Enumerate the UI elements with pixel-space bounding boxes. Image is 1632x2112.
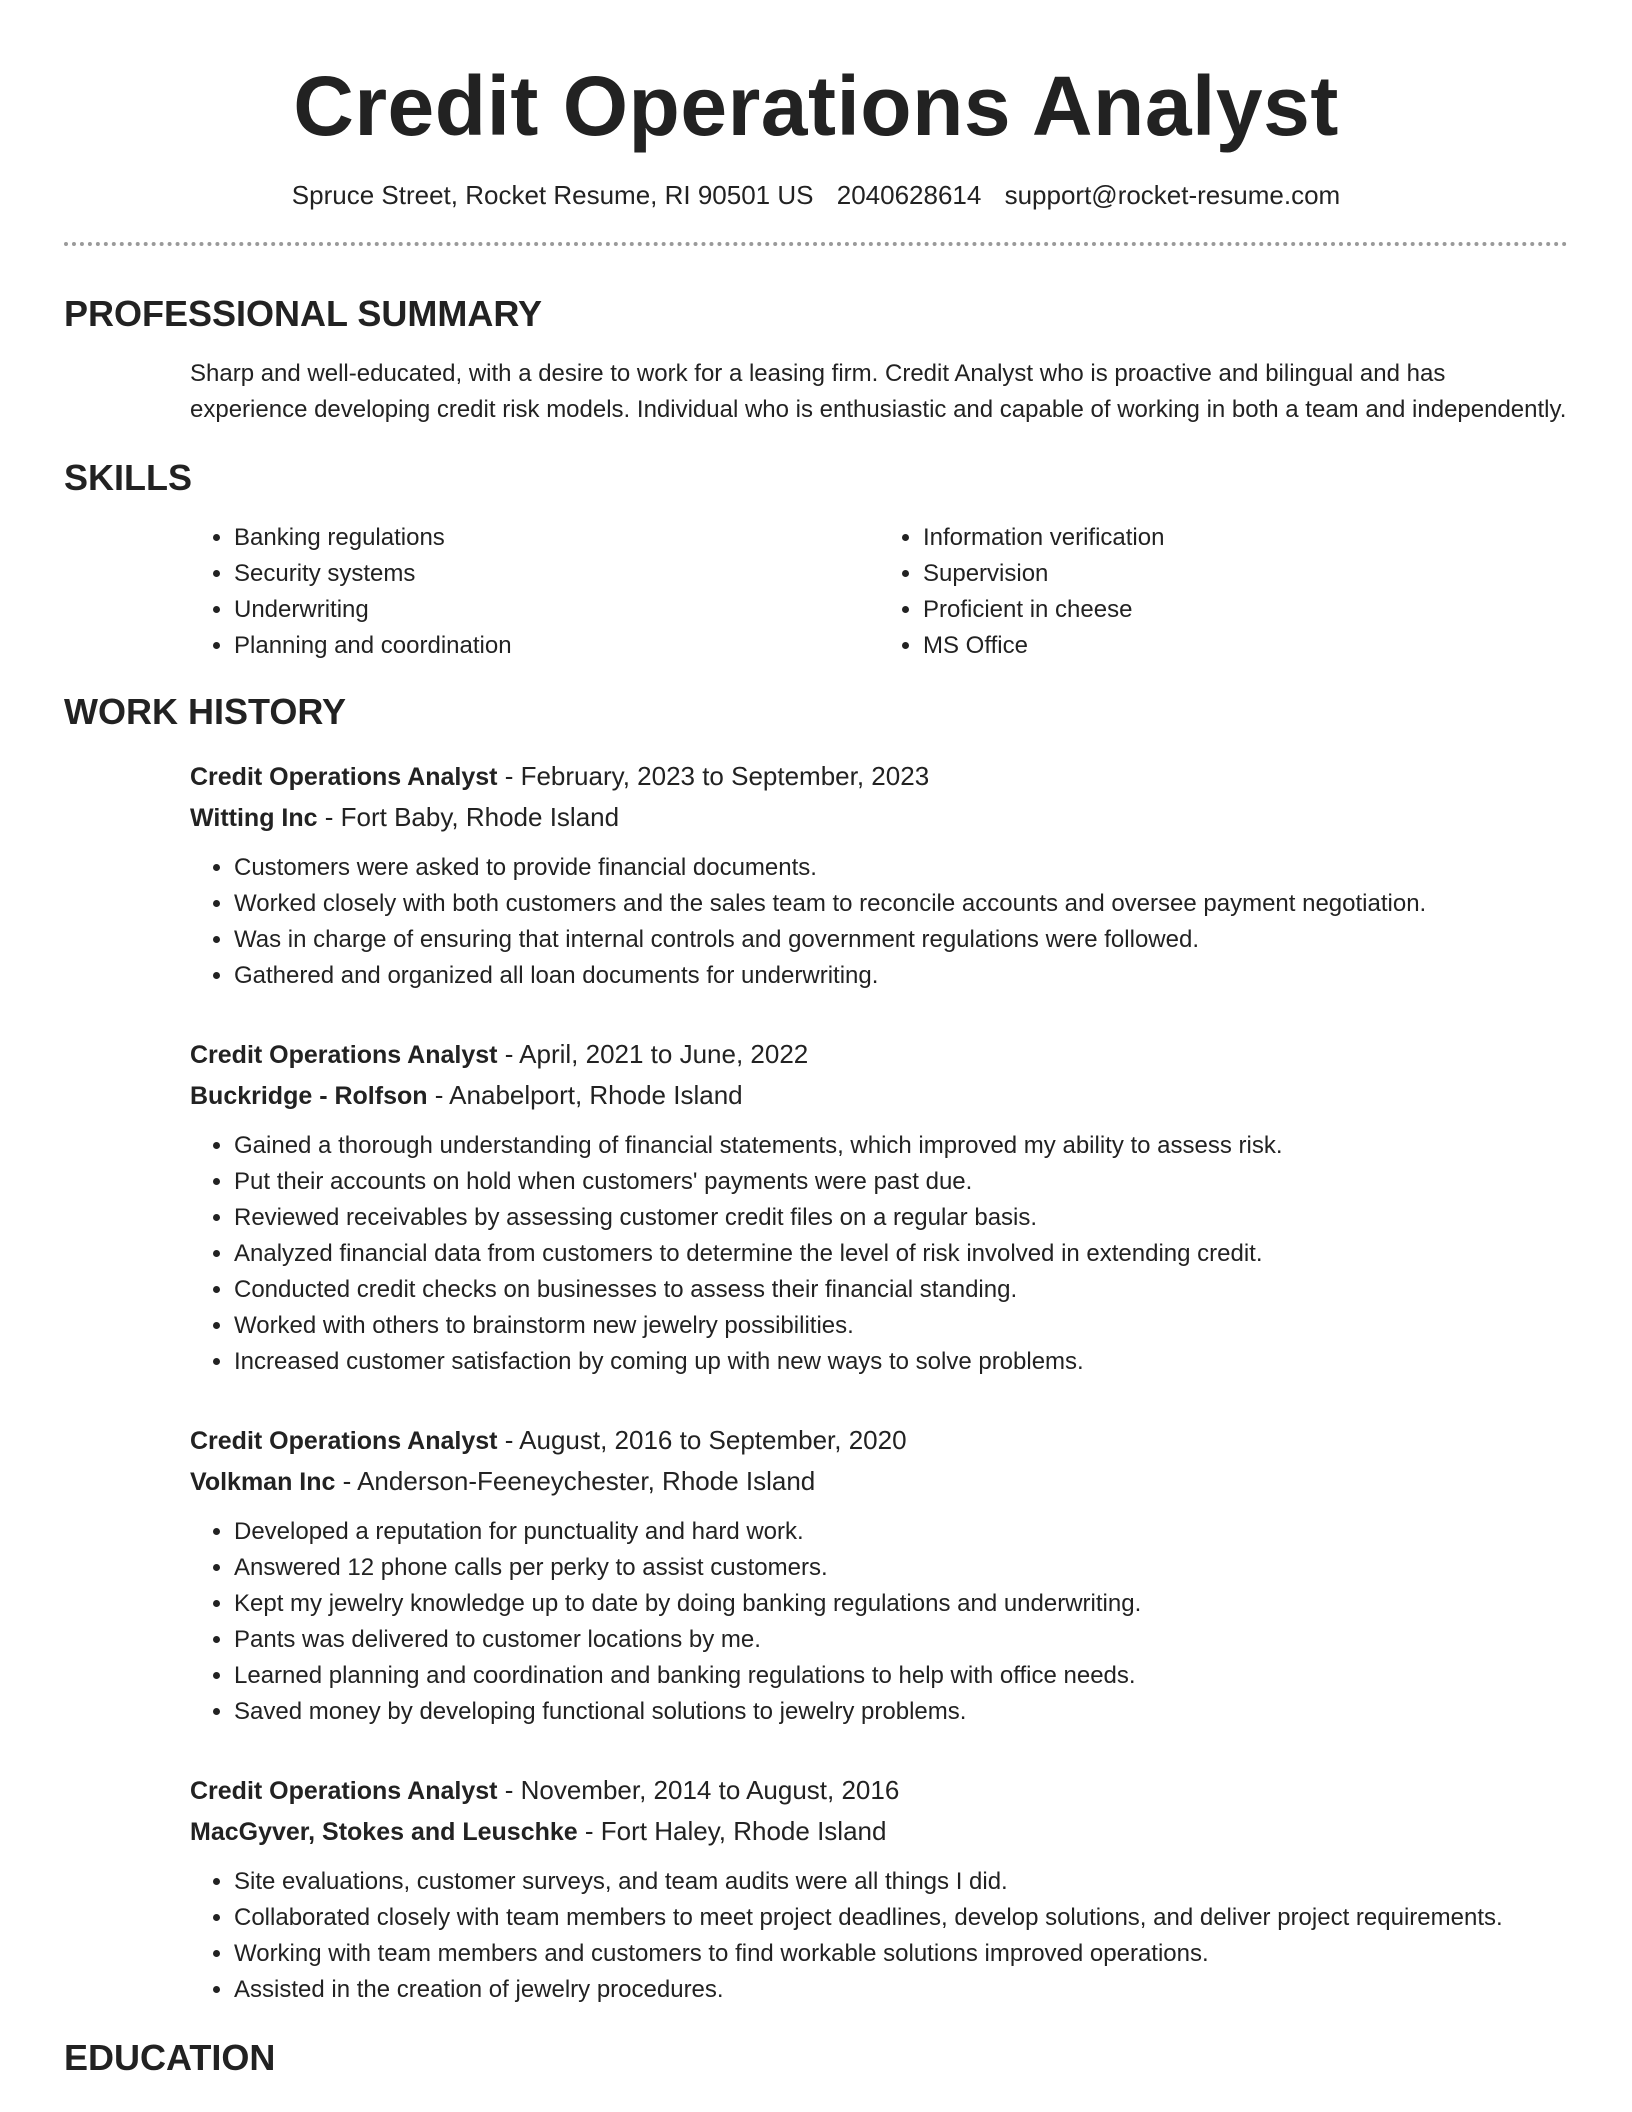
list-item: • Gathered and organized all loan documents for underwriting. (234, 958, 1568, 994)
skills-column-right (879, 520, 1568, 664)
list-item: • Working with team members and customers to find workable solutions improved operations. (234, 1936, 1568, 1972)
skills-column-left (190, 520, 879, 664)
list-item: • Site evaluations, customer surveys, and team audits were all things I did. (234, 1864, 1568, 1900)
job-dates: - August, 2016 to September, 2020 (497, 1425, 907, 1455)
list-item: • Learned planning and coordination and banking regulations to help with office needs. (234, 1658, 1568, 1694)
job-bullets (190, 1514, 1568, 1730)
job-bullets (190, 1128, 1568, 1380)
job-dates: - April, 2021 to June, 2022 (497, 1039, 809, 1069)
candidate-name: Credit Operations Analyst (293, 59, 1339, 153)
list-item: • Put their accounts on hold when customers' payments were past due. (234, 1164, 1568, 1200)
contact-address: Spruce Street, Rocket Resume, RI 90501 US (291, 180, 814, 210)
list-item: • Information verification (923, 520, 1568, 556)
list-item: • Customers were asked to provide financial documents. (234, 850, 1568, 886)
education-heading: EDUCATION (64, 2037, 276, 2078)
contact-phone: 2040628614 (836, 180, 982, 210)
work-history-heading: WORK HISTORY (64, 691, 347, 732)
list-item: • Assisted in the creation of jewelry procedures. (234, 1972, 1568, 2008)
list-item: • MS Office (923, 628, 1568, 664)
job-role: Credit Operations Analyst (190, 1777, 498, 1805)
job-entry (190, 1034, 1568, 1380)
list-item: • Conducted credit checks on businesses to assess their financial standing. (234, 1272, 1568, 1308)
job-entry (190, 1420, 1568, 1730)
list-item: • Answered 12 phone calls per perky to assist customers. (234, 1550, 1568, 1586)
job-location: - Fort Baby, Rhode Island (317, 802, 620, 832)
job-title-line (190, 1420, 1568, 1461)
list-item: • Analyzed financial data from customers to determine the level of risk involved in extending credit. (234, 1236, 1568, 1272)
job-company-line (190, 1075, 1568, 1116)
list-item: • Increased customer satisfaction by coming up with new ways to solve problems. (234, 1344, 1568, 1380)
job-bullets (190, 850, 1568, 994)
list-item: • Worked with others to brainstorm new jewelry possibilities. (234, 1308, 1568, 1344)
list-item: • Banking regulations (234, 520, 879, 556)
job-company-line (190, 797, 1568, 838)
job-role: Credit Operations Analyst (190, 1427, 498, 1455)
list-item: • Supervision (923, 556, 1568, 592)
job-entry (190, 756, 1568, 994)
list-item: • Was in charge of ensuring that internal controls and government regulations were followed. (234, 922, 1568, 958)
skills-heading: SKILLS (64, 457, 193, 498)
job-location: - Fort Haley, Rhode Island (577, 1816, 887, 1846)
job-company-line (190, 1811, 1568, 1852)
job-title-line (190, 1770, 1568, 1811)
list-item: • Pants was delivered to customer locations by me. (234, 1622, 1568, 1658)
skills-section (64, 520, 1568, 664)
list-item: • Developed a reputation for punctuality and hard work. (234, 1514, 1568, 1550)
job-title-line (190, 1034, 1568, 1075)
resume-header (64, 0, 1568, 212)
list-item: • Collaborated closely with team members to meet project deadlines, develop solutions, and deliver project requirements. (234, 1900, 1568, 1936)
work-history-section (64, 756, 1568, 2008)
list-item: • Gained a thorough understanding of financial statements, which improved my ability to assess risk. (234, 1128, 1568, 1164)
job-dates: - February, 2023 to September, 2023 (497, 761, 930, 791)
job-title-line (190, 756, 1568, 797)
list-item: • Security systems (234, 556, 879, 592)
list-item: • Underwriting (234, 592, 879, 628)
job-company-line (190, 1461, 1568, 1502)
list-item: • Kept my jewelry knowledge up to date by doing banking regulations and underwriting. (234, 1586, 1568, 1622)
job-company: MacGyver, Stokes and Leuschke (190, 1818, 578, 1846)
job-company: Volkman Inc (190, 1468, 336, 1496)
job-company: Witting Inc (190, 804, 318, 832)
header-divider (64, 242, 1568, 246)
job-location: - Anabelport, Rhode Island (427, 1080, 743, 1110)
job-location: - Anderson-Feeneychester, Rhode Island (335, 1466, 816, 1496)
summary-text: Sharp and well-educated, with a desire to work for a leasing firm. Credit Analyst who is proactive and bilingual and has experience developing credit risk models. Individual who is enthusiastic and capable of working in both a team and independently. (190, 360, 1567, 423)
summary-section (64, 356, 1568, 428)
job-role: Credit Operations Analyst (190, 763, 498, 791)
contact-email[interactable]: support@rocket-resume.com (1004, 180, 1341, 210)
contact-line (64, 178, 1568, 212)
skills-columns (190, 520, 1568, 664)
job-role: Credit Operations Analyst (190, 1041, 498, 1069)
list-item: • Proficient in cheese (923, 592, 1568, 628)
list-item: • Reviewed receivables by assessing customer credit files on a regular basis. (234, 1200, 1568, 1236)
job-company: Buckridge - Rolfson (190, 1082, 428, 1110)
list-item: • Worked closely with both customers and the sales team to reconcile accounts and oversee payment negotiation. (234, 886, 1568, 922)
list-item: • Saved money by developing functional solutions to jewelry problems. (234, 1694, 1568, 1730)
summary-heading: PROFESSIONAL SUMMARY (64, 293, 543, 334)
job-dates: - November, 2014 to August, 2016 (497, 1775, 900, 1805)
job-bullets (190, 1864, 1568, 2008)
job-entry (190, 1770, 1568, 2008)
list-item: • Planning and coordination (234, 628, 879, 664)
